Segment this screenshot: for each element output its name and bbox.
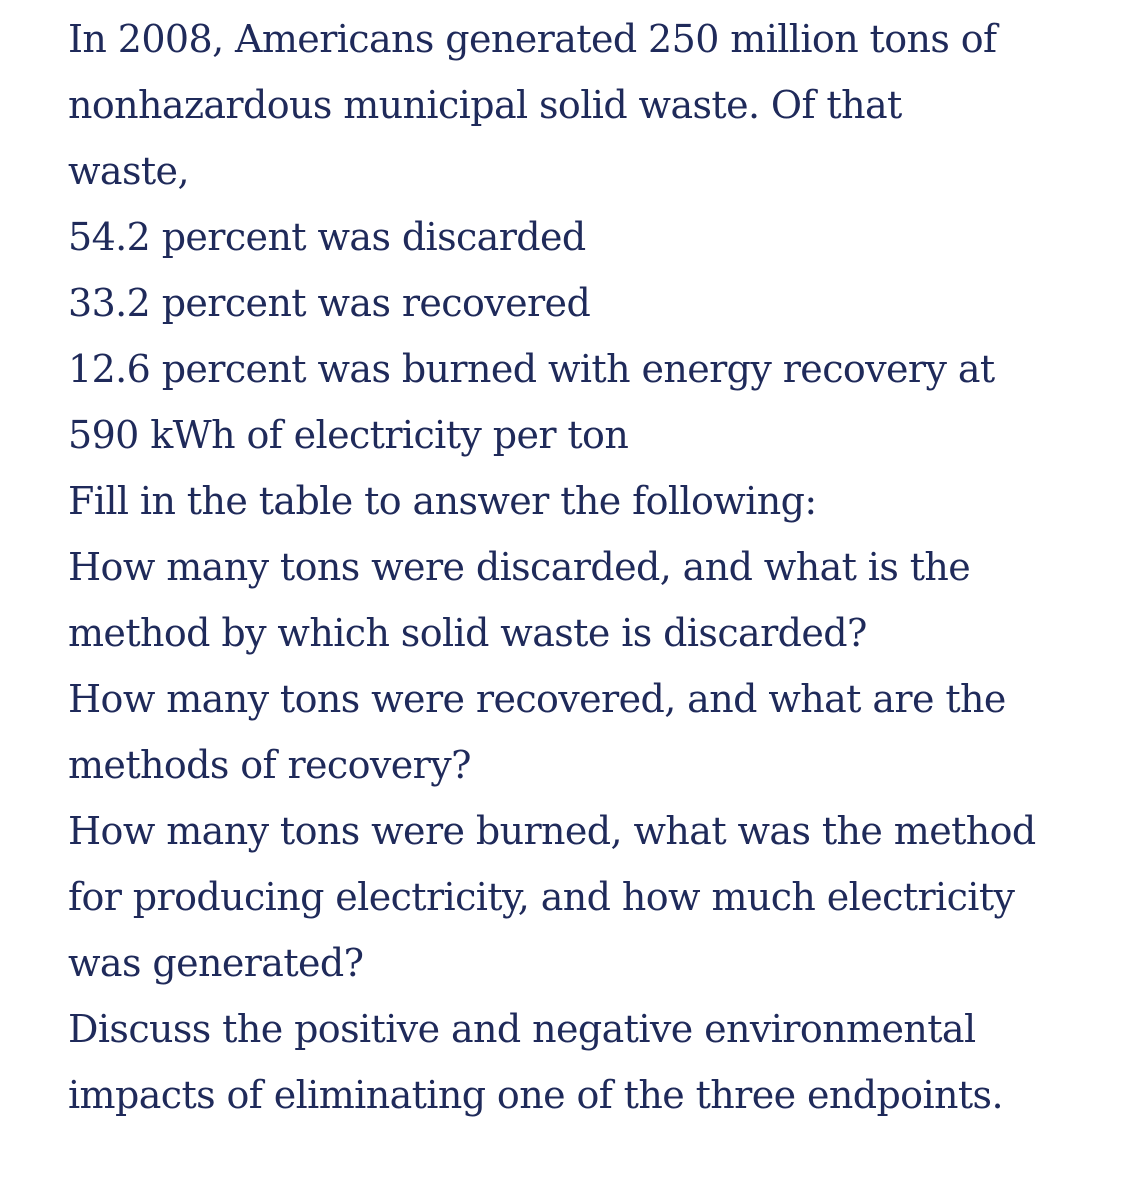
intro-line-2: nonhazardous municipal solid waste. Of that [68,83,902,127]
question-4-line-2: impacts of eliminating one of the three endpoints. [68,1073,1003,1117]
question-2-line-2: methods of recovery? [68,743,471,787]
discarded-percent-line: 54.2 percent was discarded [68,215,586,259]
question-1-line-1: How many tons were discarded, and what is the [68,545,971,589]
electricity-rate-line: 590 kWh of electricity per ton [68,413,629,457]
intro-line-3: waste, [68,149,189,193]
question-2-line-1: How many tons were recovered, and what are the [68,677,1006,721]
question-3-line-2: for producing electricity, and how much electricity [68,875,1015,919]
question-text [68,6,1118,1128]
recovered-percent-line: 33.2 percent was recovered [68,281,591,325]
instruction-line: Fill in the table to answer the following: [68,479,817,523]
question-3-line-1: How many tons were burned, what was the method [68,809,1036,853]
intro-line-1: In 2008, Americans generated 250 million tons of [68,17,997,61]
question-3-line-3: was generated? [68,941,364,985]
burned-percent-line: 12.6 percent was burned with energy recovery at [68,347,995,391]
question-4-line-1: Discuss the positive and negative environmental [68,1007,976,1051]
question-1-line-2: method by which solid waste is discarded? [68,611,867,655]
